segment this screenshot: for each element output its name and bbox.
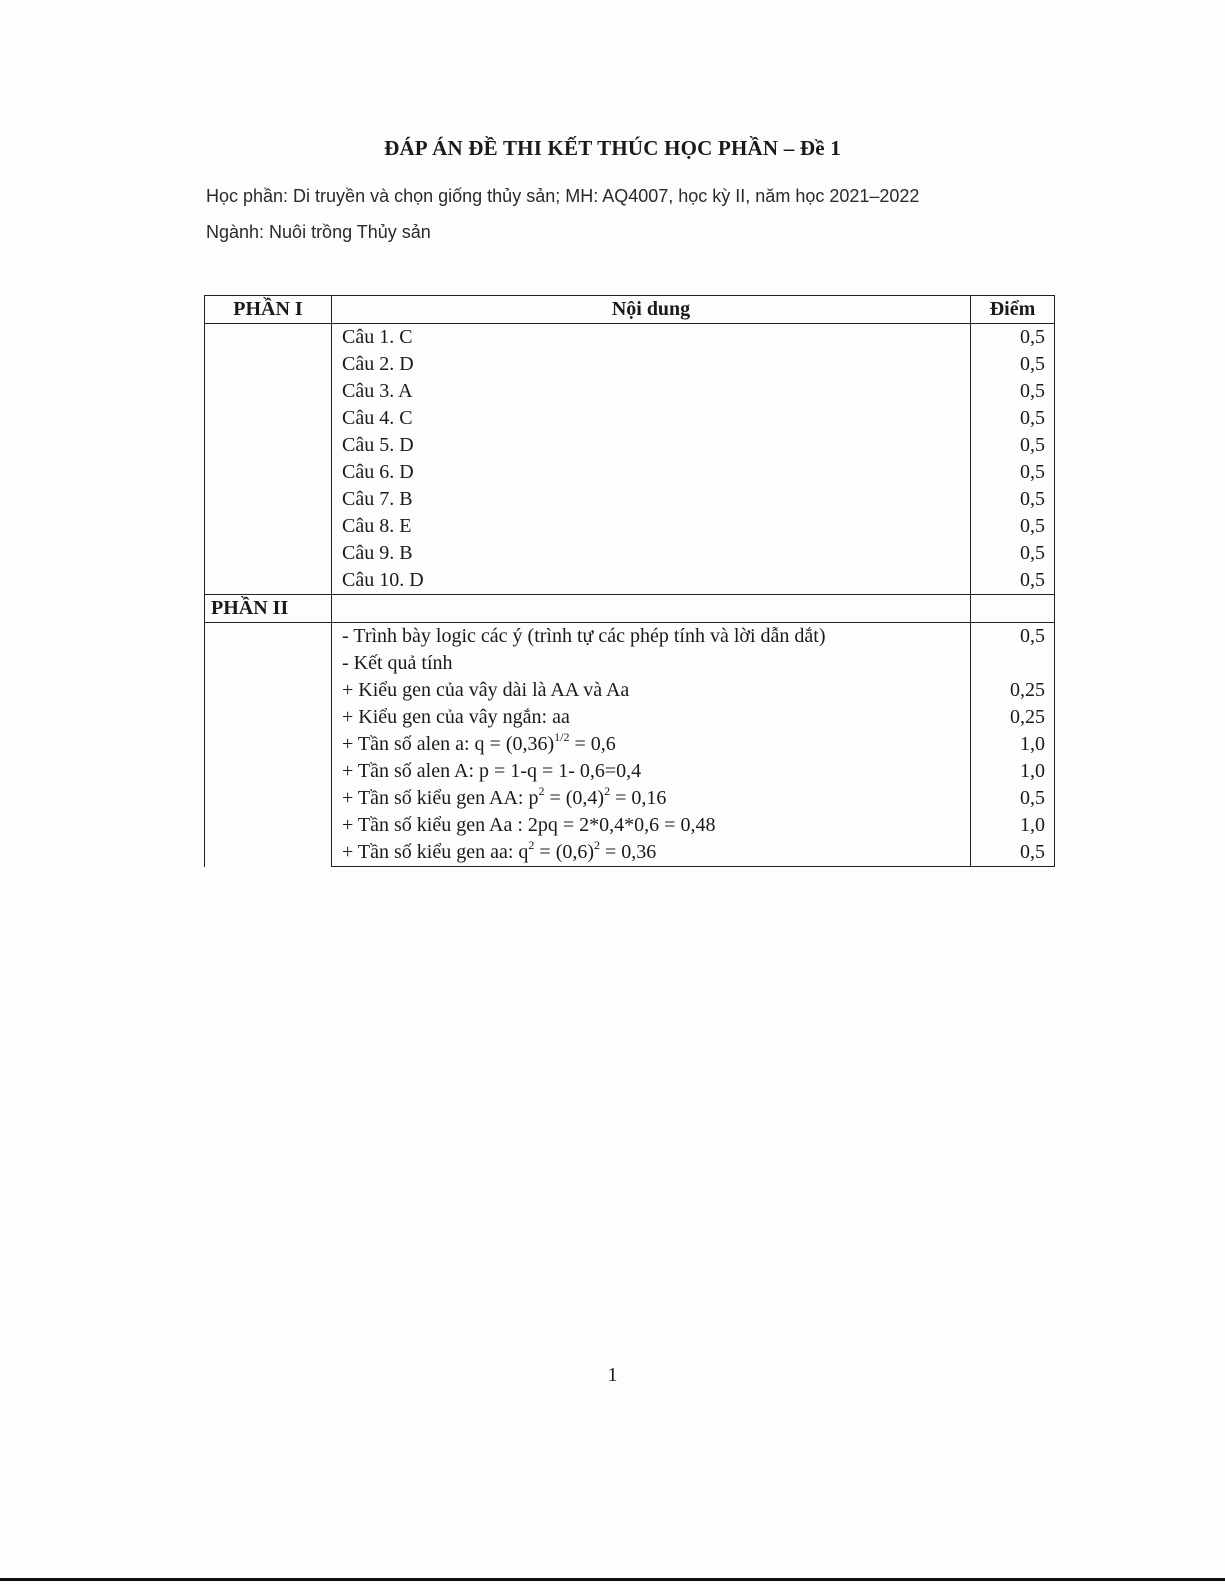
section-row-part2: [205, 595, 1055, 623]
answer-table: [204, 295, 1055, 867]
table-row: [205, 567, 1055, 595]
answer-content: Câu 5. D: [332, 432, 971, 459]
table-row: [205, 623, 1055, 651]
section-label-part2: PHẦN II: [205, 595, 332, 623]
table-header-row: [205, 296, 1055, 324]
table-row: [205, 540, 1055, 567]
answer-score: 0,5: [971, 432, 1055, 459]
answer-content: Câu 9. B: [332, 540, 971, 567]
table-row: [205, 486, 1055, 513]
header-content: Nội dung: [332, 296, 971, 324]
answer-content: + Tần số alen A: p = 1-q = 1- 0,6=0,4: [332, 758, 971, 785]
answer-content: Câu 6. D: [332, 459, 971, 486]
answer-score: 0,5: [971, 351, 1055, 378]
header-part: PHẦN I: [205, 296, 332, 324]
answer-content: + Kiểu gen của vây dài là AA và Aa: [332, 677, 971, 704]
answer-score: 1,0: [971, 758, 1055, 785]
table-row: [205, 513, 1055, 540]
answer-score: 0,5: [971, 324, 1055, 352]
page-number: 1: [607, 1364, 618, 1386]
answer-score: 0,25: [971, 704, 1055, 731]
table-row: [205, 677, 1055, 704]
table-row: [205, 650, 1055, 677]
major-info: Ngành: Nuôi trồng Thủy sản: [206, 222, 431, 242]
table-row: [205, 351, 1055, 378]
answer-score: 0,5: [971, 567, 1055, 595]
table-row: [205, 731, 1055, 758]
answer-content: + Tần số kiểu gen AA: $p^2 = (0,4)^2 = 0,16$: [332, 785, 971, 812]
table-row: [205, 812, 1055, 839]
answer-content: Câu 2. D: [332, 351, 971, 378]
answer-content: + Tần số kiểu gen aa: $q^2 = (0,6)^2 = 0,36$: [332, 839, 971, 867]
answer-score: 0,5: [971, 839, 1055, 867]
table-row: [205, 324, 1055, 352]
answer-score: 0,5: [971, 540, 1055, 567]
answer-score: 0,5: [971, 513, 1055, 540]
table-row: [205, 405, 1055, 432]
answer-score: 0,5: [971, 459, 1055, 486]
answer-score: 0,25: [971, 677, 1055, 704]
answer-content: Câu 7. B: [332, 486, 971, 513]
answer-content: Câu 10. D: [332, 567, 971, 595]
answer-score: 0,5: [971, 785, 1055, 812]
answer-score: 0,5: [971, 623, 1055, 651]
course-info: Học phần: Di truyền và chọn giống thủy sản; MH: AQ4007, học kỳ II, năm học 2021–2022: [206, 186, 920, 206]
answer-score: 1,0: [971, 812, 1055, 839]
answer-content: + Kiểu gen của vây ngắn: aa: [332, 704, 971, 731]
answer-content: Câu 8. E: [332, 513, 971, 540]
table-row: [205, 459, 1055, 486]
answer-score: 0,5: [971, 405, 1055, 432]
header-score: Điểm: [971, 296, 1055, 324]
answer-content: Câu 3. A: [332, 378, 971, 405]
answer-score: 0,5: [971, 378, 1055, 405]
answer-score: 0,5: [971, 486, 1055, 513]
answer-content: - Kết quả tính: [332, 650, 971, 677]
answer-score: 1,0: [971, 731, 1055, 758]
table-row: [205, 432, 1055, 459]
answer-content: + Tần số kiểu gen Aa : 2pq = 2*0,4*0,6 = 0,48: [332, 812, 971, 839]
table-row: [205, 378, 1055, 405]
answer-content: Câu 4. C: [332, 405, 971, 432]
answer-content: Câu 1. C: [332, 324, 971, 352]
table-row: [205, 839, 1055, 867]
table-row: [205, 785, 1055, 812]
table-row: [205, 704, 1055, 731]
answer-content: + Tần số alen a: $q = (0,36)^{1/2} = 0,6$: [332, 731, 971, 758]
answer-content: - Trình bày logic các ý (trình tự các phép tính và lời dẫn dắt): [332, 623, 971, 651]
document-title: ĐÁP ÁN ĐỀ THI KẾT THÚC HỌC PHẦN – Đề 1: [384, 136, 841, 160]
table-row: [205, 758, 1055, 785]
answer-score: [971, 650, 1055, 677]
scan-edge-divider: [0, 1578, 1225, 1581]
